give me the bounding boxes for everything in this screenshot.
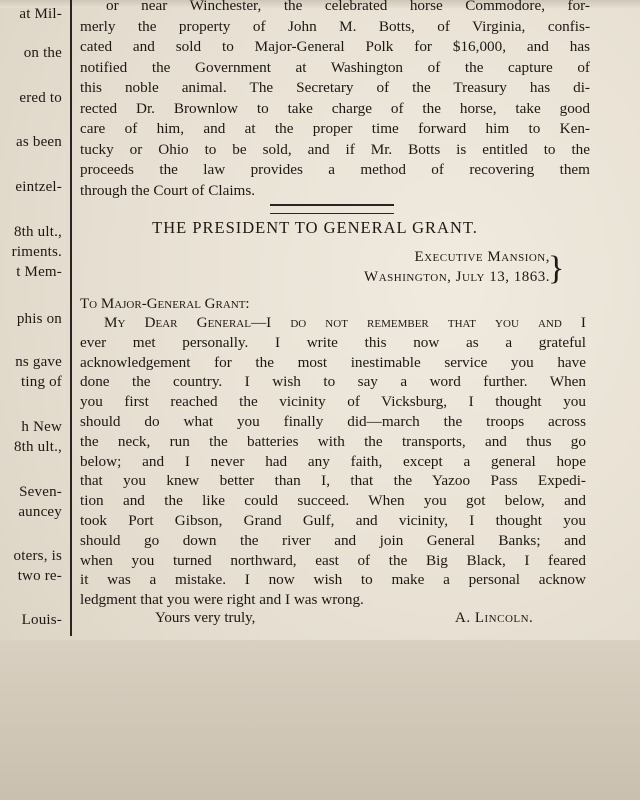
left-column-line: oters, is bbox=[13, 548, 62, 564]
article-line: rected Dr. Brownlow to take charge of the horse, take good bbox=[80, 99, 590, 117]
left-column-line: Louis- bbox=[21, 612, 62, 628]
headline: THE PRESIDENT TO GENERAL GRANT. bbox=[152, 218, 478, 237]
article-line: merly the property of John M. Botts, of Virginia, confis- bbox=[80, 17, 590, 35]
article-line: through the Court of Claims. bbox=[80, 181, 256, 199]
letter-body bbox=[80, 313, 586, 610]
salutation: To Major-General Grant: bbox=[80, 296, 250, 312]
top-article bbox=[80, 0, 590, 201]
letter-line: when you turned northward, east of the Big Black, I feared bbox=[80, 551, 586, 569]
letter-line: that you knew better than I, that the Yazoo Pass Expedi- bbox=[80, 472, 586, 490]
letter-signature: A. Lincoln. bbox=[455, 610, 534, 626]
brace-ornament: } bbox=[548, 250, 565, 287]
section-divider bbox=[270, 204, 394, 214]
dateline-date: Washington, July 13, 1863. bbox=[364, 269, 550, 285]
left-column-line: Seven- bbox=[19, 484, 62, 500]
letter-line: should go down the river and join General Banks; and bbox=[80, 531, 586, 549]
left-column-line: as been bbox=[16, 134, 62, 150]
left-column-line: auncey bbox=[18, 504, 62, 520]
left-column-line: at Mil- bbox=[19, 6, 62, 22]
letter-line: took Port Gibson, Grand Gulf, and vicinity, I thought you bbox=[80, 511, 586, 529]
letter-line: should do what you finally did—march the troops across bbox=[80, 412, 586, 430]
letter-line: My Dear General—I do not remember that you and I bbox=[104, 314, 586, 331]
left-column-line: on the bbox=[23, 45, 62, 61]
letter-line: done the country. I wish to say a word further. When bbox=[80, 373, 586, 391]
letter-line: acknowledgement for the most inestimable service you have bbox=[80, 353, 586, 371]
left-column-line: two re- bbox=[17, 568, 62, 584]
column-rule bbox=[70, 0, 72, 636]
left-column-line: ered to bbox=[19, 90, 62, 106]
left-column-line: ting of bbox=[21, 374, 62, 390]
letter-line: ledgment that you were right and I was wrong. bbox=[80, 591, 364, 609]
letter-line: you first reached the vicinity of Vicksburg, I thought you bbox=[80, 393, 586, 411]
page-bottom-margin bbox=[0, 640, 640, 800]
left-column-line: ns gave bbox=[15, 354, 62, 370]
left-column-line: phis on bbox=[16, 311, 62, 327]
article-line: tucky or Ohio to be sold, and if Mr. Botts is entitled to the bbox=[80, 140, 590, 158]
letter-line: it was a mistake. I now wish to make a personal acknow bbox=[80, 571, 586, 589]
left-column-line: h New bbox=[21, 419, 62, 435]
article-line: proceeds the law provides a method of recovering them bbox=[80, 161, 590, 178]
left-column-line: 8th ult., bbox=[13, 439, 62, 455]
article-line: this noble animal. The Secretary of the Treasury has di- bbox=[80, 79, 590, 96]
left-column-line: riments. bbox=[11, 244, 62, 260]
letter-closing: Yours very truly, bbox=[155, 610, 256, 626]
article-line: or near Winchester, the celebrated horse Commodore, for- bbox=[106, 0, 590, 14]
letter-line: the neck, run the batteries with the transports, and thus go bbox=[80, 432, 586, 450]
article-line: notified the Government at Washington of the capture of bbox=[80, 58, 590, 76]
article-line: care of him, and at the proper time forward him to Ken- bbox=[80, 120, 590, 137]
letter-line: ever met personally. I write this now as a grateful bbox=[80, 333, 586, 351]
left-column-line: eintzel- bbox=[15, 179, 62, 195]
dateline-place: Executive Mansion, bbox=[414, 249, 550, 265]
left-column-line: t Mem- bbox=[16, 264, 62, 280]
left-column-fragment bbox=[0, 0, 64, 640]
left-column-line: 8th ult., bbox=[13, 224, 62, 240]
letter-line: below; and I never had any faith, except a general hope bbox=[80, 452, 586, 470]
letter-line: tion and the like could succeed. When you got below, and bbox=[80, 492, 586, 510]
article-line: cated and sold to Major-General Polk for $16,000, and has bbox=[80, 38, 590, 55]
